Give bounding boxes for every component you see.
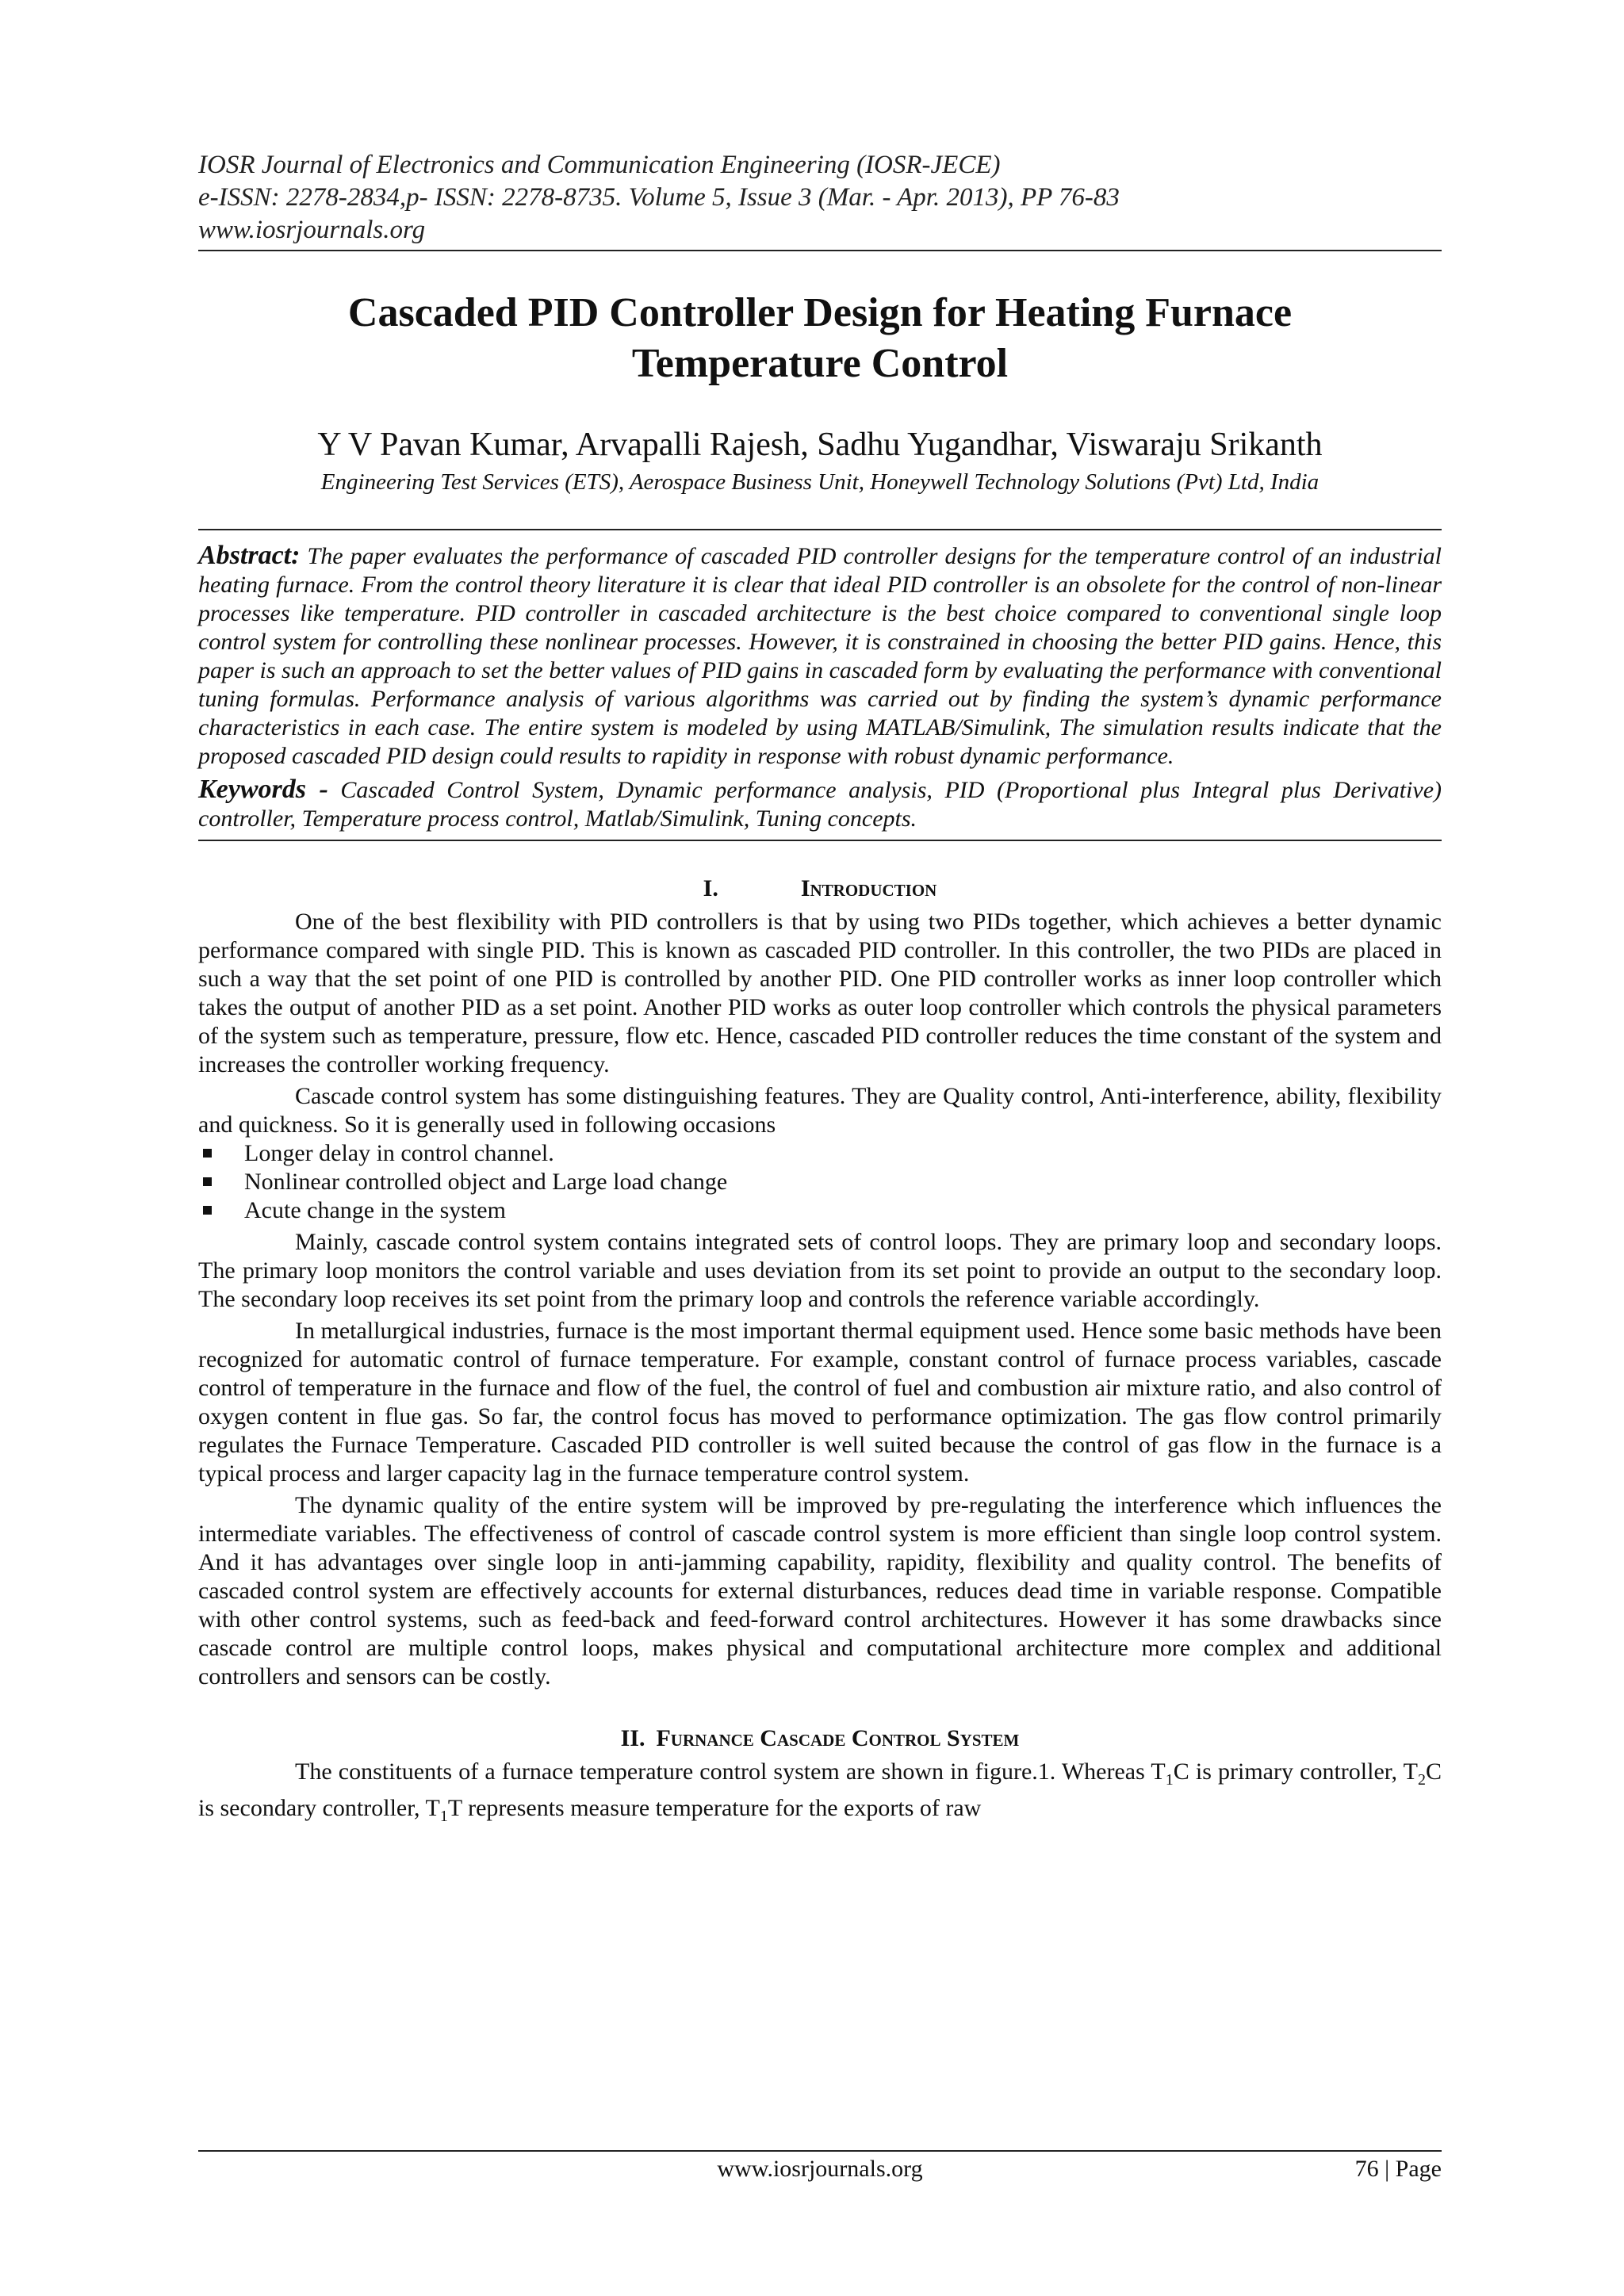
occasions-list xyxy=(198,1139,1442,1225)
list-item: Longer delay in control channel. xyxy=(198,1139,1442,1168)
abstract-top-divider xyxy=(198,529,1442,530)
title-line-2: Temperature Control xyxy=(631,341,1009,386)
abstract-text: The paper evaluates the performance of cascaded PID controller designs for the temperature control of an industrial heating furnace. From the control theory literature it is clear that ideal PID controller is an obsolete for the control of non-linear processes like temperature. PID controller in cascaded architecture is the best choice compared to conventional single loop control system for controlling these nonlinear processes. However, it is constrained in choosing the better PID gains. Hence, this paper is such an approach to set the better values of PID gains in cascaded form by evaluating the performance with conventional tuning formulas. Performance analysis of various algorithms was carried out by finding the system’s dynamic performance characteristics in each case. The entire system is modeled by using MATLAB/Simulink, The simulation results indicate that the proposed cascaded PID design could results to rapidity in response with robust dynamic performance. xyxy=(198,543,1442,769)
abstract-bottom-divider xyxy=(198,840,1442,841)
intro-paragraph-4: In metallurgical industries, furnace is the most important thermal equipment used. Hence some basic methods have been recognized for automatic control of furnace temperature. For example, constant control of furnace process variables, cascade control of temperature in the furnace and flow of the fuel, the control of fuel and combustion air mixture ratio, and also control of oxygen content in flue gas. So far, the control focus has moved to performance optimization. The gas flow control primarily regulates the Furnace Temperature. Cascaded PID controller is well suited because the control of gas flow in the furnace is a typical process and larger capacity lag in the furnace temperature control system. xyxy=(198,1318,1442,1487)
bullet-square-icon xyxy=(203,1149,212,1158)
intro-paragraph-1: One of the best flexibility with PID controllers is that by using two PIDs together, which achieves a better dynamic performance compared with single PID. This is known as cascaded PID controller. In this controller, the two PIDs are placed in such a way that the set point of one PID is controlled by another PID. One PID controller works as inner loop controller which takes the output of another PID as a set point. Another PID works as outer loop controller which controls the physical parameters of the system such as temperature, pressure, flow etc. Hence, cascaded PID controller reduces the time constant of the system and increases the controller working frequency. xyxy=(198,909,1442,1077)
section-2-paragraph-1: The constituents of a furnace temperature control system are shown in figure.1. Whereas $T_1C$ is primary controller, $T_2C$ is secondary controller, $T_1T$ represents measure temperature for the exports of raw xyxy=(198,1758,1442,1825)
journal-name: IOSR Journal of Electronics and Communication Engineering (IOSR-JECE) xyxy=(198,151,1001,179)
affiliation: Engineering Test Services (ETS), Aerospace Business Unit, Honeywell Technology Solutions (Pvt) Ltd, India xyxy=(320,469,1320,495)
section-1-number: I. xyxy=(703,875,718,901)
section-2-number: II. xyxy=(620,1725,645,1751)
keywords-label: Keywords - xyxy=(198,775,328,804)
intro-paragraph-3: Mainly, cascade control system contains integrated sets of control loops. They are primary loop and secondary loops. The primary loop monitors the control variable and uses deviation from its set point to provide an output to the secondary loop. The secondary loop receives its set point from the primary loop and controls the reference variable accordingly. xyxy=(198,1229,1442,1312)
bullet-square-icon xyxy=(203,1177,212,1186)
journal-header xyxy=(198,149,1442,247)
paper-title xyxy=(198,288,1442,389)
list-item: Nonlinear controlled object and Large load change xyxy=(198,1168,1442,1196)
section-2-heading xyxy=(198,1724,1442,1753)
footer-url: www.iosrjournals.org xyxy=(717,2156,923,2182)
list-item: Acute change in the system xyxy=(198,1196,1442,1225)
authors: Y V Pavan Kumar, Arvapalli Rajesh, Sadhu Yugandhar, Viswaraju Srikanth xyxy=(317,427,1323,463)
section-1-heading xyxy=(198,874,1442,903)
bullet-square-icon xyxy=(203,1206,212,1215)
intro-paragraph-2: Cascade control system has some distinguishing features. They are Quality control, Anti-interference, ability, flexibility and quickness. So it is generally used in following occasions xyxy=(198,1083,1442,1138)
page-footer xyxy=(198,2150,1442,2187)
journal-url: www.iosrjournals.org xyxy=(198,216,426,244)
page-number: 76 | Page xyxy=(1354,2156,1442,2182)
section-1-title: Introduction xyxy=(800,875,937,901)
header-divider xyxy=(198,250,1442,251)
intro-paragraph-5: The dynamic quality of the entire system will be improved by pre-regulating the interference which influences the intermediate variables. The effectiveness of control of cascade control system is more efficient than single loop control system. And it has advantages over single loop in anti-jamming capability, rapidity, flexibility and quality control. The benefits of cascaded control system are effectively accounts for external disturbances, reduces dead time in variable response. Compatible with other control systems, such as feed-back and feed-forward control architectures. However it has some drawbacks since cascade control are multiple control loops, makes physical and computational architecture more complex and additional controllers and sensors can be costly. xyxy=(198,1492,1442,1689)
abstract-label: Abstract: xyxy=(198,541,301,570)
abstract xyxy=(198,541,1442,771)
title-line-1: Cascaded PID Controller Design for Heating Furnace xyxy=(347,290,1293,335)
keywords-text: Cascaded Control System, Dynamic performance analysis, PID (Proportional plus Integral plus Derivative) controller, Temperature process control, Matlab/Simulink, Tuning concepts. xyxy=(198,777,1442,832)
paper-page xyxy=(198,149,1442,1831)
section-2-title: Furnance Cascade Control System xyxy=(656,1725,1020,1751)
journal-issn: e-ISSN: 2278-2834,p- ISSN: 2278-8735. Volume 5, Issue 3 (Mar. - Apr. 2013), PP 76-83 xyxy=(198,183,1120,212)
keywords xyxy=(198,775,1442,833)
